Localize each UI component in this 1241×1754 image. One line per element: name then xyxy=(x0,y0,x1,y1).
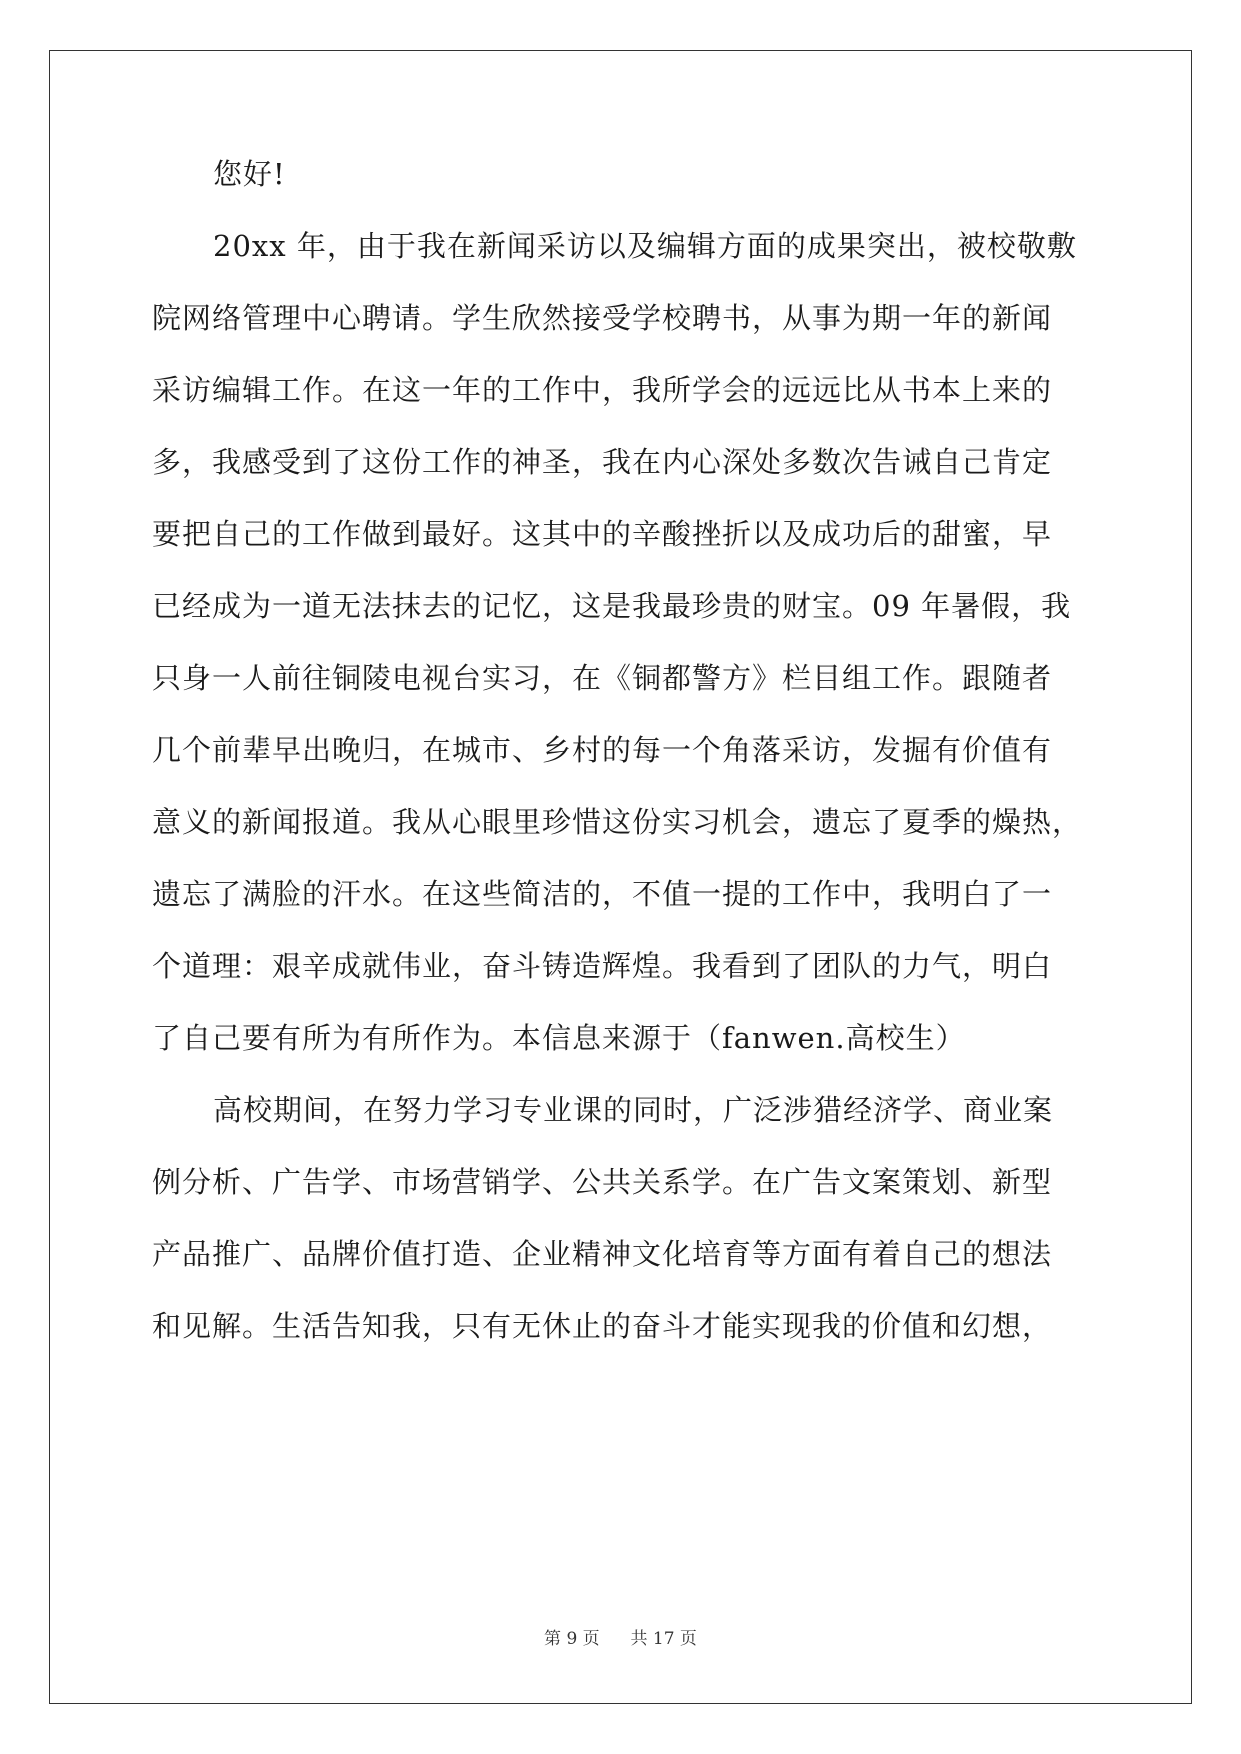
page-number: 第 9 页 xyxy=(544,1629,600,1649)
text-line: 采访编辑工作。在这一年的工作中，我所学会的远远比从书本上来的 xyxy=(152,373,1053,407)
text-line: 意义的新闻报道。我从心眼里珍惜这份实习机会，遗忘了夏季的燥热， xyxy=(152,805,1083,839)
page-footer xyxy=(0,1628,1241,1650)
page-total: 共 17 页 xyxy=(630,1629,697,1649)
text-line: 遗忘了满脸的汗水。在这些简洁的，不值一提的工作中，我明白了一 xyxy=(152,877,1053,911)
text-line: 您好! xyxy=(213,157,286,191)
text-line: 个道理：艰辛成就伟业，奋斗铸造辉煌。我看到了团队的力气，明白 xyxy=(152,949,1053,983)
text-line: 已经成为一道无法抹去的记忆，这是我最珍贵的财宝。09 年暑假，我 xyxy=(152,589,1072,623)
text-line: 20xx 年，由于我在新闻采访以及编辑方面的成果突出，被校敬敷 xyxy=(213,229,1077,263)
text-line: 高校期间，在努力学习专业课的同时，广泛涉猎经济学、商业案 xyxy=(213,1093,1054,1127)
text-line: 和见解。生活告知我，只有无休止的奋斗才能实现我的价值和幻想， xyxy=(152,1309,1053,1343)
text-line: 几个前辈早出晚归，在城市、乡村的每一个角落采访，发掘有价值有 xyxy=(152,733,1053,767)
text-line: 了自己要有所为有所作为。本信息来源于（fanwen.高校生） xyxy=(152,1021,966,1055)
text-line: 院网络管理中心聘请。学生欣然接受学校聘书，从事为期一年的新闻 xyxy=(152,301,1053,335)
text-line: 产品推广、品牌价值打造、企业精神文化培育等方面有着自己的想法 xyxy=(152,1237,1053,1271)
text-line: 多，我感受到了这份工作的神圣，我在内心深处多数次告诫自己肯定 xyxy=(152,445,1053,479)
text-line: 例分析、广告学、市场营销学、公共关系学。在广告文案策划、新型 xyxy=(152,1165,1053,1199)
text-line: 要把自己的工作做到最好。这其中的辛酸挫折以及成功后的甜蜜，早 xyxy=(152,517,1053,551)
text-line: 只身一人前往铜陵电视台实习，在《铜都警方》栏目组工作。跟随者 xyxy=(152,661,1053,695)
